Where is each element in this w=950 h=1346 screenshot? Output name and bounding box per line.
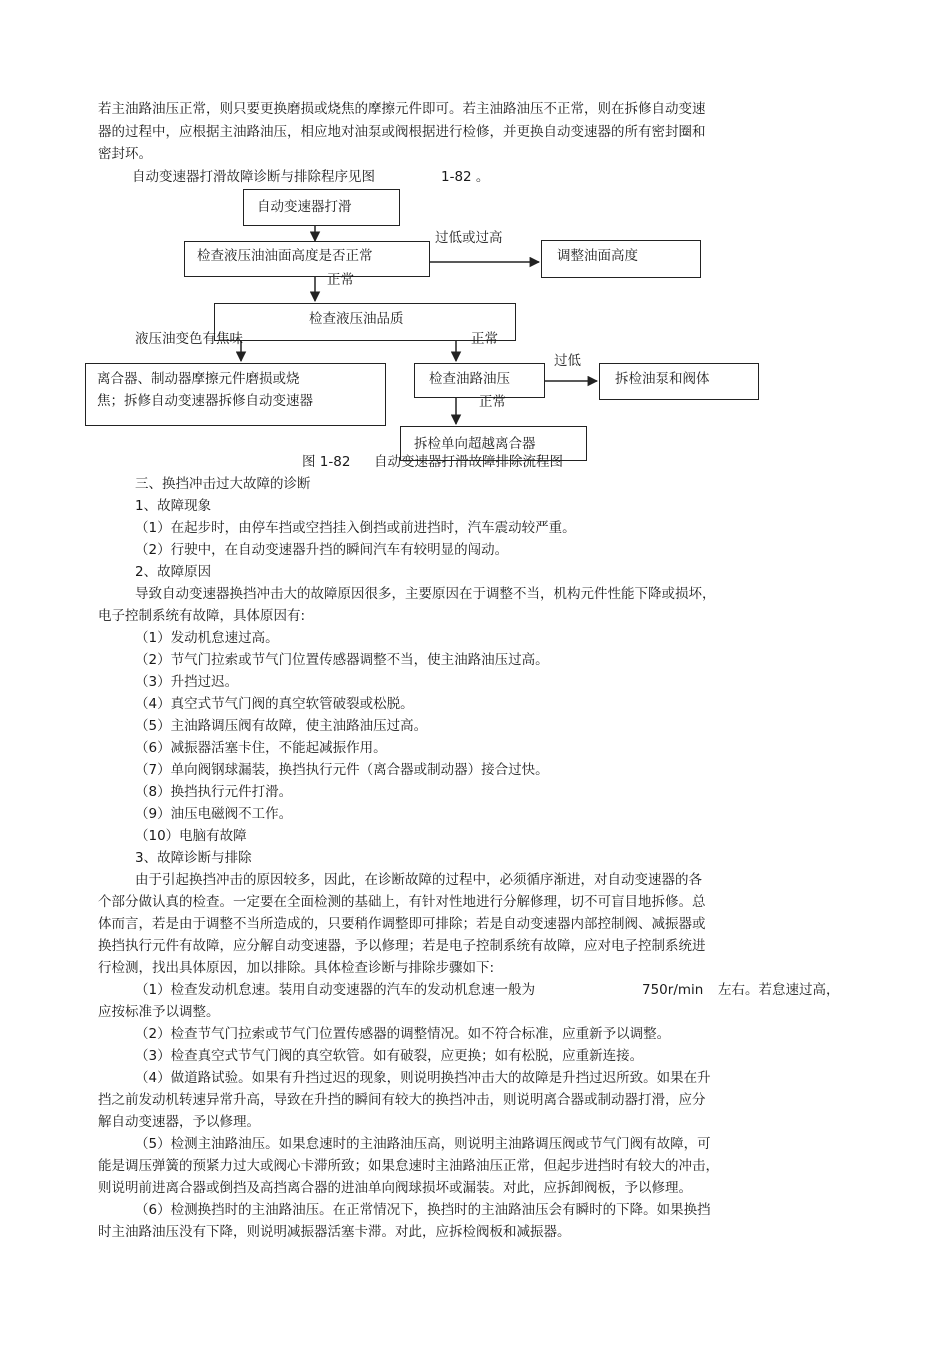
intro-line-1: 若主油路油压正常，则只要更换磨损或烧焦的摩擦元件即可。若主油路油压不正常，则在拆修自动变速 [98, 101, 706, 117]
flow-box-one-way-clutch-label: 拆检单向超越离合器 [414, 436, 536, 452]
intro-line-3: 密封环。 [98, 146, 152, 162]
step-4-line-3: 解自动变速器，予以修理。 [98, 1114, 260, 1130]
step-1-text: （1）检查发动机怠速。装用自动变速器的汽车的发动机怠速一般为 [135, 982, 536, 998]
flow-box-check-level [184, 241, 430, 277]
intro-line-2: 器的过程中，应根据主油路油压，相应地对油泵或阀根据进行检修，并更换自动变速器的所有密封圈和 [98, 124, 706, 140]
diagnosis-intro-line-1: 由于引起换挡冲击的原因较多，因此，在诊断故障的过程中，必须循序渐进，对自动变速器的各 [135, 872, 702, 888]
cause-item: （5）主油路调压阀有故障，使主油路油压过高。 [135, 718, 428, 734]
flow-box-check-level-label: 检查液压油油面高度是否正常 [197, 248, 373, 264]
flow-box-start [243, 189, 400, 226]
cause-item: （10）电脑有故障 [135, 828, 247, 844]
step-2: （2）检查节气门拉索或节气门位置传感器的调整情况。如不符合标准，应重新予以调整。 [135, 1026, 671, 1042]
heading-diagnosis: 3、故障诊断与排除 [135, 850, 252, 866]
cause-intro-line-2: 电子控制系统有故障，具体原因有: [98, 608, 306, 624]
cause-item: （1）发动机怠速过高。 [135, 630, 279, 646]
symptom-2: （2）行驶中，在自动变速器升挡的瞬间汽车有较明显的闯动。 [135, 542, 509, 558]
figure-reference-number: 1-82 。 [441, 169, 490, 185]
step-4-line-2: 挡之前发动机转速异常升高，导致在升挡的瞬间有较大的换挡冲击，则说明离合器或制动器打滑，应分 [98, 1092, 706, 1108]
cause-item: （8）换挡执行元件打滑。 [135, 784, 293, 800]
cause-item: （3）升挡过迟。 [135, 674, 239, 690]
cause-item: （9）油压电磁阀不工作。 [135, 806, 293, 822]
step-1-line-2: 应按标准予以调整。 [98, 1004, 220, 1020]
step-6-line-1: （6）检测换挡时的主油路油压。在正常情况下，换挡时的主油路油压会有瞬时的下降。如果换挡 [135, 1202, 711, 1218]
flow-label-normal-3: 正常 [479, 394, 506, 410]
flow-box-clutch-worn [85, 363, 386, 426]
flow-box-clutch-worn-line-2: 焦；拆修自动变速器拆修自动变速器 [97, 393, 313, 409]
flow-box-adjust-level-label: 调整油面高度 [557, 248, 638, 264]
cause-item: （7）单向阀钢球漏装，换挡执行元件（离合器或制动器）接合过快。 [135, 762, 549, 778]
step-1-text-tail: 左右。若怠速过高， [718, 982, 840, 998]
section-title: 三、换挡冲击过大故障的诊断 [135, 476, 311, 492]
step-5-line-3: 则说明前进离合器或倒挡及高挡离合器的进油单向阀球损坏或漏装。对此，应拆卸阀板，予以修理。 [98, 1180, 692, 1196]
figure-reference-text: 自动变速器打滑故障诊断与排除程序见图 [132, 169, 375, 185]
flow-box-check-quality-label: 检查液压油品质 [309, 311, 404, 327]
step-3: （3）检查真空式节气门阀的真空软管。如有破裂，应更换；如有松脱，应重新连接。 [135, 1048, 644, 1064]
heading-symptoms: 1、故障现象 [135, 498, 212, 514]
flow-box-check-pressure-label: 检查油路油压 [429, 371, 510, 387]
diagnosis-intro-line-4: 换挡执行元件有故障，应分解自动变速器，予以修理；若是电子控制系统有故障，应对电子控制系统进 [98, 938, 706, 954]
flow-box-clutch-worn-line-1: 离合器、制动器摩擦元件磨损或烧 [97, 371, 300, 387]
diagnosis-intro-line-2: 个部分做认真的检查。一定要在全面检测的基础上，有针对性地进行分解修理，切不可盲目地拆修。总 [98, 894, 706, 910]
flow-label-too-low-high: 过低或过高 [435, 230, 503, 246]
figure-caption-number: 图 1-82 [302, 454, 351, 470]
flow-box-pump-valve-label: 拆检油泵和阀体 [615, 371, 710, 387]
flow-label-normal-1: 正常 [327, 272, 354, 288]
flow-box-start-label: 自动变速器打滑 [257, 199, 352, 215]
cause-item: （2）节气门拉索或节气门位置传感器调整不当，使主油路油压过高。 [135, 652, 549, 668]
step-5-line-2: 能是调压弹簧的预紧力过大或阀心卡滞所致；如果怠速时主油路油压正常，但起步进挡时有较大的冲击， [98, 1158, 719, 1174]
flow-label-normal-2: 正常 [471, 331, 498, 347]
heading-causes: 2、故障原因 [135, 564, 212, 580]
step-6-line-2: 时主油路油压没有下降，则说明减振器活塞卡滞。对此，应拆检阀板和减振器。 [98, 1224, 571, 1240]
cause-item: （6）减振器活塞卡住，不能起减振作用。 [135, 740, 387, 756]
figure-caption-text: 自动变速器打滑故障排除流程图 [374, 454, 563, 470]
symptom-1: （1）在起步时，由停车挡或空挡挂入倒挡或前进挡时，汽车震动较严重。 [135, 520, 576, 536]
flow-label-discolor: 液压油变色有焦味 [135, 331, 243, 347]
diagnosis-intro-line-5: 行检测，找出具体原因，加以排除。具体检查诊断与排除步骤如下: [98, 960, 495, 976]
step-1-idle-speed: 750r/min [642, 982, 704, 998]
cause-intro-line-1: 导致自动变速器换挡冲击大的故障原因很多，主要原因在于调整不当，机构元件性能下降或损坏， [135, 586, 716, 602]
cause-item: （4）真空式节气门阀的真空软管破裂或松脱。 [135, 696, 414, 712]
flow-box-adjust-level [541, 240, 701, 278]
flow-label-too-low: 过低 [554, 353, 581, 369]
step-5-line-1: （5）检测主油路油压。如果怠速时的主油路油压高，则说明主油路调压阀或节气门阀有故障，可 [135, 1136, 711, 1152]
flow-box-pump-valve [599, 363, 759, 400]
step-4-line-1: （4）做道路试验。如果有升挡过迟的现象，则说明换挡冲击大的故障是升挡过迟所致。如果在升 [135, 1070, 711, 1086]
diagnosis-intro-line-3: 体而言，若是由于调整不当所造成的，只要稍作调整即可排除；若是自动变速器内部控制阀、减振器或 [98, 916, 706, 932]
